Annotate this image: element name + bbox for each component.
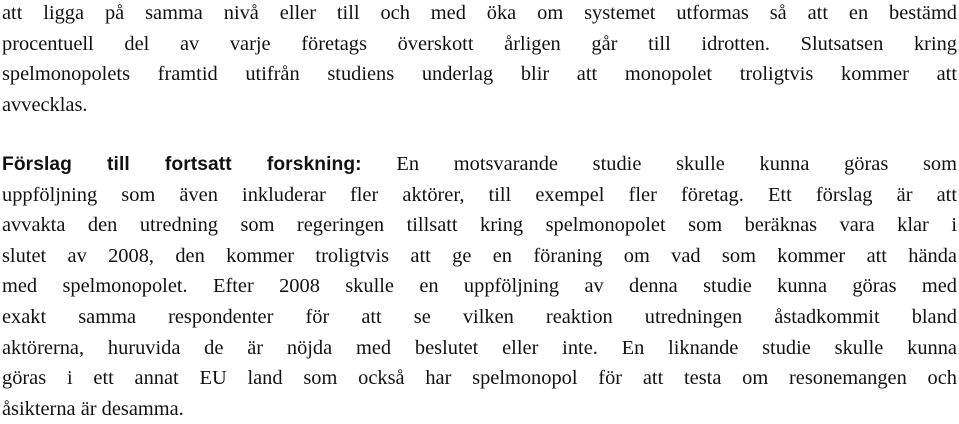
paragraph-conclusion [2, 0, 957, 120]
section-heading: Förslag till fortsatt forskning: [2, 154, 362, 175]
text-line: exakt samma respondenter för att se vilken reaktion utredningen åstadkommit bland [2, 305, 957, 328]
text-fragment: En motsvarande studie skulle kunna göras som [396, 153, 957, 175]
text-line: slutet av 2008, den kommer troligtvis att ge en föraning om vad som kommer att hända [2, 244, 957, 267]
text-line: att ligga på samma nivå eller till och med öka om systemet utformas så att en bestämd [2, 2, 957, 24]
text-line: med spelmonopolet. Efter 2008 skulle en uppföljning av denna studie kunna göras med [2, 275, 957, 298]
text-line-with-heading [2, 149, 957, 180]
text-line: procentuell del av varje företags överskott årligen går till idrotten. Slutsatsen kring [2, 32, 957, 55]
text-line: avvakta den utredning som regeringen tillsatt kring spelmonopolet som beräknas vara klar i [2, 214, 957, 237]
text-line: spelmonopolets framtid utifrån studiens underlag blir att monopolet troligtvis kommer att [2, 63, 957, 86]
text-line: aktörerna, huruvida de är nöjda med beslutet eller inte. En liknande studie skulle kunna [2, 336, 957, 359]
text-line: göras i ett annat EU land som också har spelmonopol för att testa om resonemangen och [2, 367, 957, 390]
text-line: uppföljning som även inkluderar fler aktörer, till exempel fler företag. Ett förslag är att [2, 183, 957, 206]
paragraph-further-research [2, 149, 957, 424]
text-line: åsikterna är desamma. [2, 397, 184, 420]
text-line: avvecklas. [2, 93, 88, 116]
